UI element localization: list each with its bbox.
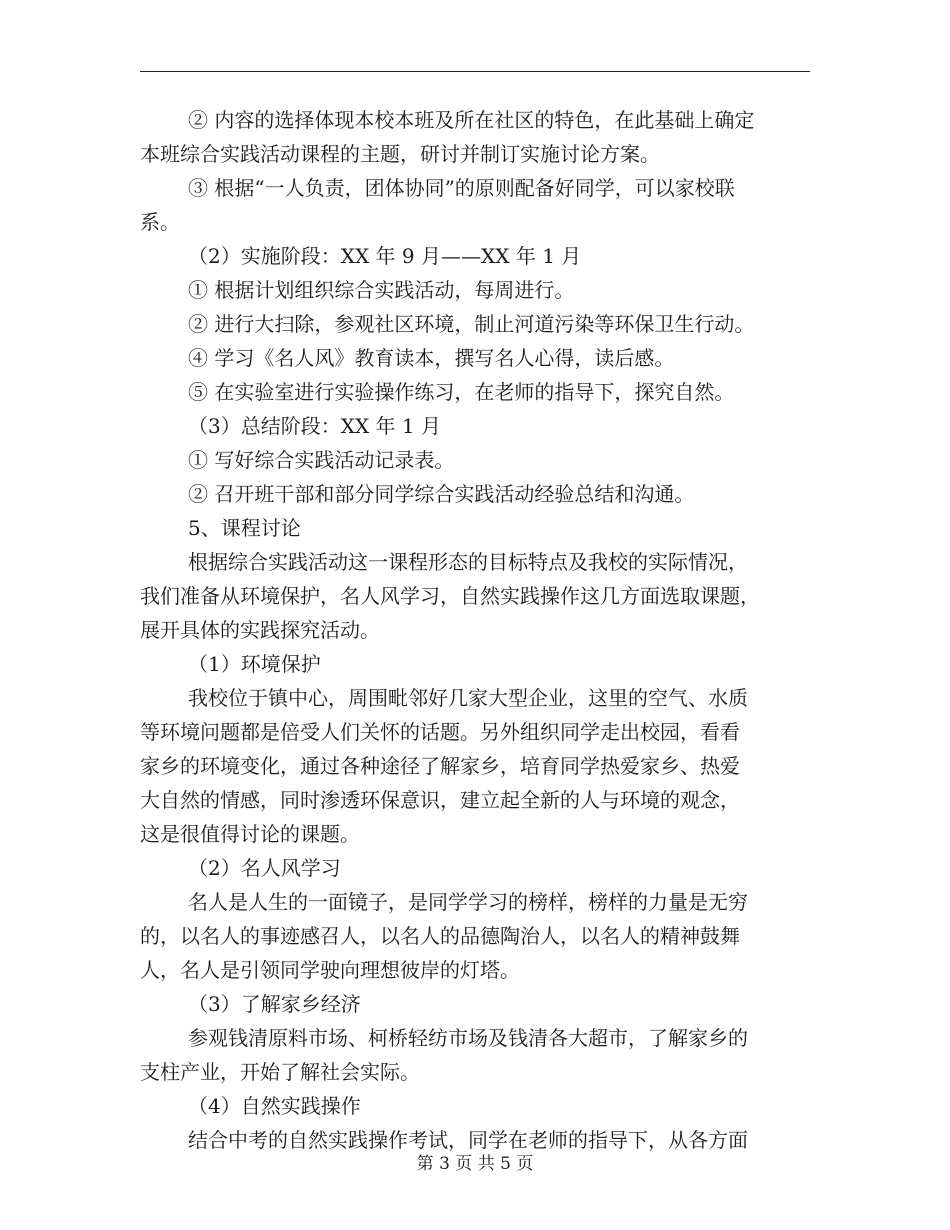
section-heading: （4）自然实践操作 [188, 1094, 361, 1118]
text-line: 人，名人是引领同学驶向理想彼岸的灯塔。 [140, 958, 520, 982]
text-line: 参观钱清原料市场、柯桥轻纺市场及钱清各大超市，了解家乡的 [188, 1026, 748, 1050]
text-line: ④ 学习《名人风》教育读本，撰写名人心得，读后感。 [188, 346, 675, 370]
text-line: 名人是人生的一面镜子，是同学学习的榜样，榜样的力量是无穷 [188, 890, 748, 914]
text-line: ⑤ 在实验室进行实验操作练习，在老师的指导下，探究自然。 [188, 380, 735, 404]
text-line: 支柱产业，开始了解社会实际。 [140, 1060, 420, 1084]
section-heading: 5、课程讨论 [188, 516, 301, 540]
text-line: ② 进行大扫除，参观社区环境，制止河道污染等环保卫生行动。 [188, 312, 755, 336]
header-rule [140, 71, 810, 72]
page-number: 第 3 页 共 5 页 [416, 1154, 534, 1174]
text-line: 家乡的环境变化，通过各种途径了解家乡，培育同学热爱家乡、热爱 [140, 754, 740, 778]
section-heading: （2）名人风学习 [188, 856, 341, 880]
text-line: 我们准备从环境保护，名人风学习，自然实践操作这几方面选取课题， [140, 584, 760, 608]
text-line: ① 根据计划组织综合实践活动，每周进行。 [188, 278, 575, 302]
text-line: ③ 根据“一人负责，团体协同”的原则配备好同学，可以家校联 [188, 176, 735, 200]
section-heading: （2）实施阶段：XX 年 9 月——XX 年 1 月 [188, 244, 582, 268]
section-heading: （1）环境保护 [188, 652, 321, 676]
section-heading: （3）了解家乡经济 [188, 992, 361, 1016]
text-line: 我校位于镇中心，周围毗邻好几家大型企业，这里的空气、水质 [188, 686, 748, 710]
text-line: ① 写好综合实践活动记录表。 [188, 448, 455, 472]
text-line: 根据综合实践活动这一课程形态的目标特点及我校的实际情况， [188, 550, 748, 574]
text-line: 系。 [140, 210, 180, 234]
text-line: ② 内容的选择体现本校本班及所在社区的特色，在此基础上确定 [188, 108, 755, 132]
section-heading: （3）总结阶段：XX 年 1 月 [188, 414, 441, 438]
text-line: 大自然的情感，同时渗透环保意识，建立起全新的人与环境的观念， [140, 788, 740, 812]
text-line: 展开具体的实践探究活动。 [140, 618, 380, 642]
text-line: 这是很值得讨论的课题。 [140, 822, 360, 846]
text-line: 本班综合实践活动课程的主题，研讨并制订实施讨论方案。 [140, 142, 660, 166]
text-line: 结合中考的自然实践操作考试，同学在老师的指导下，从各方面 [188, 1128, 748, 1152]
text-line: 等环境问题都是倍受人们关怀的话题。另外组织同学走出校园，看看 [140, 720, 740, 744]
text-line: 的，以名人的事迹感召人，以名人的品德陶治人，以名人的精神鼓舞 [140, 924, 740, 948]
text-line: ② 召开班干部和部分同学综合实践活动经验总结和沟通。 [188, 482, 695, 506]
